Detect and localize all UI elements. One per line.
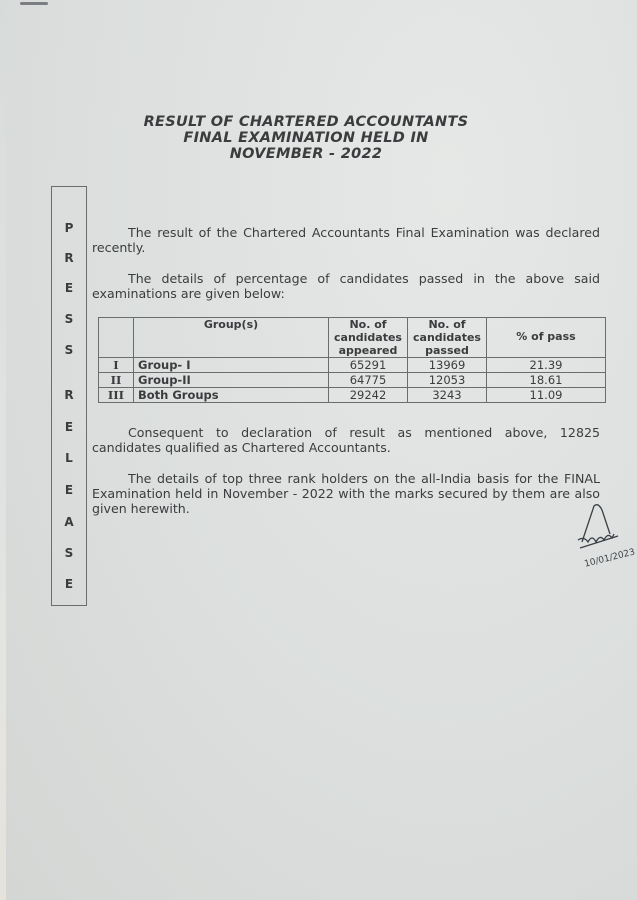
row-appeared: 65291 <box>329 358 408 373</box>
side-letter: E <box>64 281 74 295</box>
side-letter: L <box>65 451 73 465</box>
row-percent: 18.61 <box>487 373 606 388</box>
header-serial <box>99 318 134 358</box>
row-group: Group- I <box>134 358 329 373</box>
document-title <box>136 114 476 162</box>
signature-mark <box>574 500 637 572</box>
document-page <box>6 0 637 900</box>
side-letter: E <box>64 420 74 434</box>
header-appeared: No. of candidates appeared <box>329 318 408 358</box>
staple-mark <box>20 2 48 5</box>
table-row <box>99 388 606 403</box>
row-appeared: 29242 <box>329 388 408 403</box>
paragraph-details-intro: The details of percentage of candidates passed in the above said examinations are given below: <box>92 271 600 301</box>
row-passed: 13969 <box>408 358 487 373</box>
row-serial: I <box>99 358 134 373</box>
results-table <box>98 317 606 403</box>
side-letter: R <box>64 251 74 265</box>
row-group: Group-II <box>134 373 329 388</box>
row-percent: 21.39 <box>487 358 606 373</box>
row-serial: II <box>99 373 134 388</box>
side-letter: S <box>64 546 74 560</box>
header-percent: % of pass <box>487 318 606 358</box>
title-line-2: FINAL EXAMINATION HELD IN <box>183 130 429 146</box>
side-letter: P <box>64 221 74 235</box>
paragraph-rank-holders: The details of top three rank holders on the all-India basis for the FINAL Examination held in November - 2022 with the marks secured by them are also given herewith. <box>92 471 600 516</box>
paragraph-qualified-count: Consequent to declaration of result as mentioned above, 12825 candidates qualified as Chartered Accountants. <box>92 425 600 455</box>
header-groups: Group(s) <box>134 318 329 358</box>
table-row <box>99 358 606 373</box>
side-letter: S <box>64 312 74 326</box>
side-letter: S <box>64 343 74 357</box>
row-passed: 3243 <box>408 388 487 403</box>
row-group: Both Groups <box>134 388 329 403</box>
title-line-3: NOVEMBER - 2022 <box>229 146 383 162</box>
row-percent: 11.09 <box>487 388 606 403</box>
side-letter: E <box>64 577 74 591</box>
signature-date: 10/01/2023 <box>583 547 637 570</box>
press-release-side-label <box>51 186 87 606</box>
side-letter: R <box>64 388 74 402</box>
side-letter: E <box>64 483 74 497</box>
header-passed: No. of candidates passed <box>408 318 487 358</box>
title-line-1: RESULT OF CHARTERED ACCOUNTANTS <box>143 114 469 130</box>
side-letter: A <box>64 515 74 529</box>
row-passed: 12053 <box>408 373 487 388</box>
row-appeared: 64775 <box>329 373 408 388</box>
table-header-row <box>99 318 606 358</box>
row-serial: III <box>99 388 134 403</box>
table-row <box>99 373 606 388</box>
paragraph-result-declared: The result of the Chartered Accountants Final Examination was declared recently. <box>92 225 600 255</box>
